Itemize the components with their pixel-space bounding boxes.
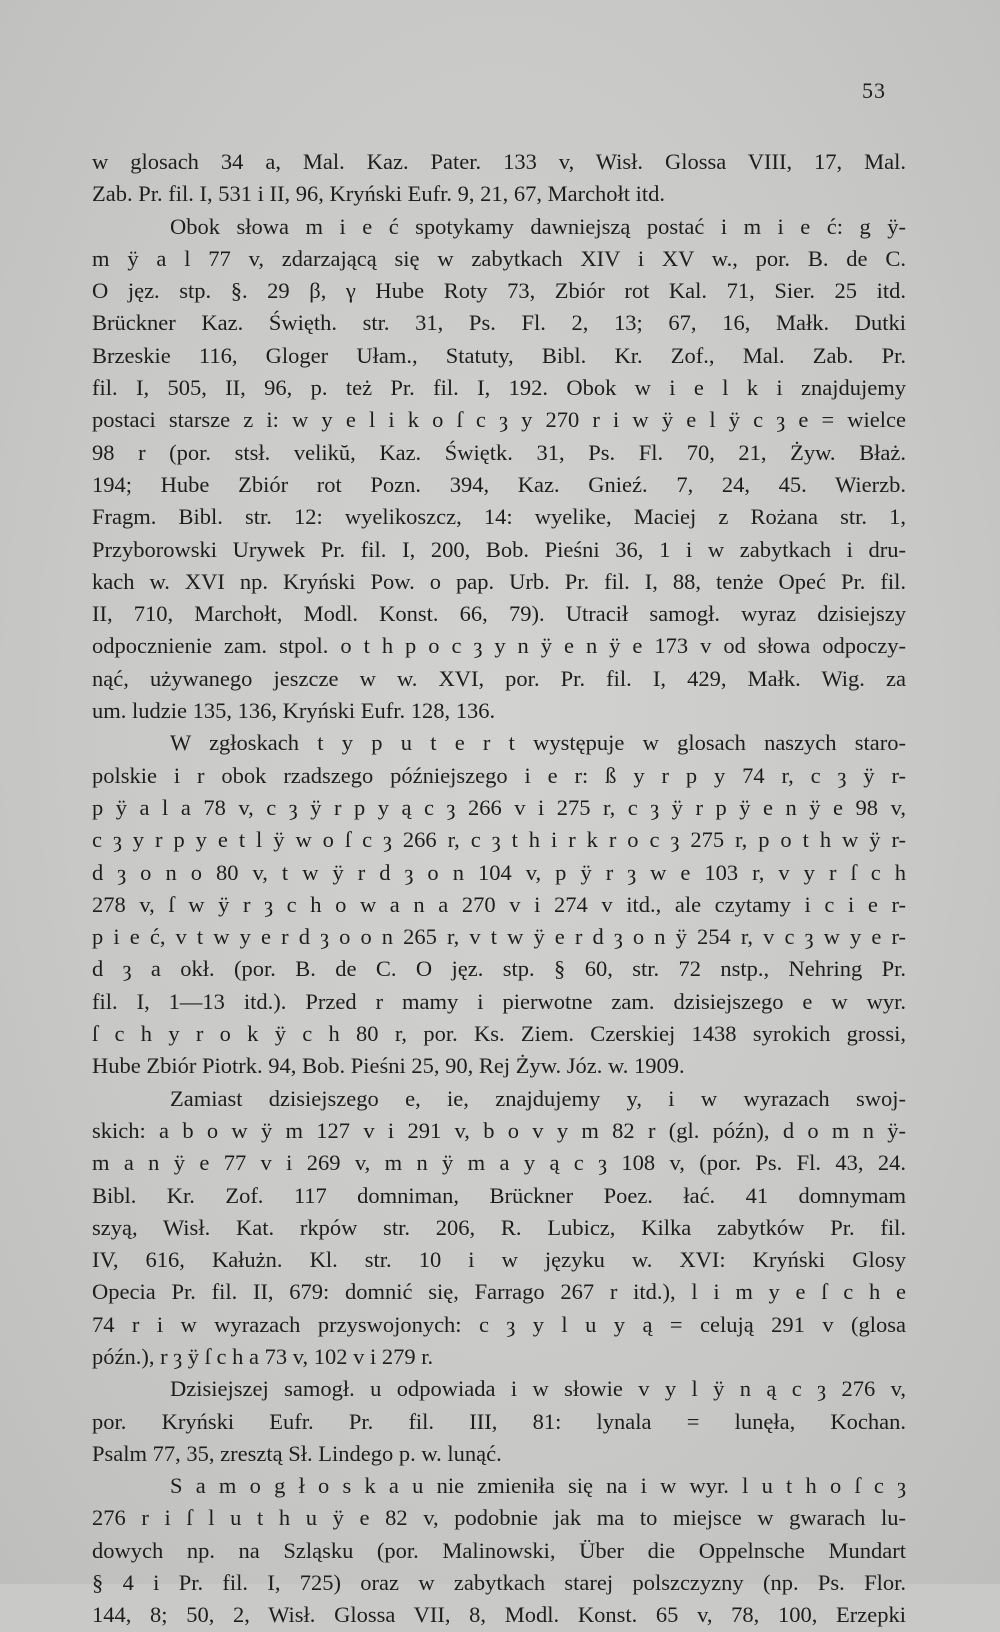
text-line: por. Kryński Eufr. Pr. fil. III, 81: lynala = lunęła, Kochan.: [92, 1408, 906, 1434]
text-line: S a m o g ł o s k a u nie zmieniła się na i w wyr. l u t h o ſ c ȝ: [170, 1473, 906, 1499]
text-line: § 4 i Pr. fil. I, 725) oraz w zabytkach starej polszczyzny (np. Ps. Flor.: [92, 1570, 906, 1596]
text-line: 144, 8; 50, 2, Wisł. Glossa VII, 8, Modl. Konst. 65 v, 78, 100, Erzepki: [92, 1602, 906, 1628]
text-line: Brückner Kaz. Święth. str. 31, Ps. Fl. 2, 13; 67, 16, Małk. Dutki: [92, 310, 906, 336]
text-line: w glosach 34 a, Mal. Kaz. Pater. 133 v, Wisł. Glossa VIII, 17, Mal.: [92, 149, 906, 174]
text-line: O jęz. stp. §. 29 β, γ Hube Roty 73, Zbiór rot Kal. 71, Sier. 25 itd.: [92, 278, 906, 304]
text-line: Brzeskie 116, Gloger Ułam., Statuty, Bibl. Kr. Zof., Mal. Zab. Pr.: [92, 342, 906, 368]
text-line: Opecia Pr. fil. II, 679: domnić się, Farrago 267 r itd.), l i m y e ſ c h e: [92, 1279, 906, 1305]
body-text: [92, 146, 906, 1632]
text-line: postaci starsze z i: w y e l i k o ſ c ȝ y 270 r i w ÿ e l ÿ c ȝ e = wielce: [92, 407, 906, 433]
text-line: ſ c h y r o k ÿ c h 80 r, por. Ks. Ziem. Czerskiej 1438 syrokich grossi,: [92, 1021, 906, 1047]
text-line: IV, 616, Kałużn. Kl. str. 10 i w języku w. XVI: Kryński Glosy: [92, 1247, 906, 1273]
text-line: 278 v, ſ w ÿ r ȝ c h o w a n a 270 v i 274 v itd., ale czytamy i c i e r-: [92, 891, 906, 917]
text-line: 194; Hube Zbiór rot Pozn. 394, Kaz. Gnieź. 7, 24, 45. Wierzb.: [92, 471, 906, 497]
text-line: fil. I, 505, II, 96, p. też Pr. fil. I, 192. Obok w i e l k i znajdujemy: [92, 375, 906, 401]
text-line: fil. I, 1—13 itd.). Przed r mamy i pierwotne zam. dzisiejszego e w wyr.: [92, 988, 906, 1014]
text-line: skich: a b o w ÿ m 127 v i 291 v, b o v y m 82 r (gl. późn), d o m n ÿ-: [92, 1117, 906, 1143]
text-line: odpocznienie zam. stpol. o t h p o c ȝ y n ÿ e n ÿ e 173 v od słowa odpoczy-: [92, 633, 906, 659]
text-line: nąć, używanego jeszcze w w. XVI, por. Pr. fil. I, 429, Małk. Wig. za: [92, 665, 906, 691]
text-line: Bibl. Kr. Zof. 117 domniman, Brückner Poez. łać. 41 domnymam: [92, 1182, 906, 1208]
text-line: m ÿ a l 77 v, zdarzającą się w zabytkach XIV i XV w., por. B. de C.: [92, 245, 906, 271]
text-line: polskie i r obok rzadszego późniejszego i e r: ß y r p y 74 r, c ȝ ÿ r-: [92, 762, 906, 788]
text-line: m a n ÿ e 77 v i 269 v, m n ÿ m a y ą c ȝ 108 v, (por. Ps. Fl. 43, 24.: [92, 1150, 906, 1176]
text-line: Psalm 77, 35, zresztą Sł. Lindego p. w. lunąć.: [92, 1440, 502, 1466]
text-line: 98 r (por. stsł. velikŭ, Kaz. Świętk. 31, Ps. Fl. 70, 21, Żyw. Błaż.: [92, 439, 906, 465]
text-line: dowych np. na Szląsku (por. Malinowski, Über die Oppelnsche Mundart: [92, 1537, 906, 1563]
text-line: d ȝ a okł. (por. B. de C. O jęz. stp. § 60, str. 72 nstp., Nehring Pr.: [92, 956, 906, 982]
text-line: Fragm. Bibl. str. 12: wyelikoszcz, 14: wyelike, Maciej z Rożana str. 1,: [92, 504, 906, 530]
text-line: Przyborowski Urywek Pr. fil. I, 200, Bob. Pieśni 36, 1 i w zabytkach i dru-: [92, 536, 906, 562]
page-number: 53: [862, 78, 886, 103]
text-line: p ÿ a l a 78 v, c ȝ ÿ r p y ą c ȝ 266 v i 275 r, c ȝ ÿ r p ÿ e n ÿ e 98 v,: [92, 794, 906, 820]
text-line: Zab. Pr. fil. I, 531 i II, 96, Kryński Eufr. 9, 21, 67, Marchołt itd.: [92, 181, 666, 207]
text-line: 74 r i w wyrazach przyswojonych: c ȝ y l u y ą = celują 291 v (glosa: [92, 1311, 906, 1337]
text-line: d ȝ o n o 80 v, t w ÿ r d ȝ o n 104 v, p ÿ r ȝ w e 103 r, v y r ſ c h: [92, 859, 906, 885]
text-line: p i e ć, v t w y e r d ȝ o o n 265 r, v t w ÿ e r d ȝ o n ÿ 254 r, v c ȝ w y e r-: [92, 924, 906, 950]
text-line: W zgłoskach t y p u t e r t występuje w glosach naszych staro-: [170, 730, 906, 756]
text-line: c ȝ y r p y e t l ÿ w o ſ c ȝ 266 r, c ȝ t h i r k r o c ȝ 275 r, p o t h w ÿ r-: [92, 827, 906, 853]
text-line: Hube Zbiór Piotrk. 94, Bob. Pieśni 25, 90, Rej Żyw. Józ. w. 1909.: [92, 1053, 685, 1079]
text-line: Obok słowa m i e ć spotykamy dawniejszą postać i m i e ć: g ÿ-: [170, 213, 906, 239]
text-line: um. ludzie 135, 136, Kryński Eufr. 128, 136.: [92, 698, 496, 724]
text-line: Dzisiejszej samogł. u odpowiada i w słowie v y l ÿ n ą c ȝ 276 v,: [170, 1376, 906, 1402]
text-line: 276 r i ſ l u t h u ÿ e 82 v, podobnie jak ma to miejsce w gwarach lu-: [92, 1505, 906, 1531]
text-line: szyą, Wisł. Kat. rkpów str. 206, R. Lubicz, Kilka zabytków Pr. fil.: [92, 1214, 906, 1240]
text-line: późn.), r ȝ ÿ ſ c h a 73 v, 102 v i 279 r.: [92, 1343, 434, 1369]
text-line: Zamiast dzisiejszego e, ie, znajdujemy y, i w wyrazach swoj-: [170, 1085, 906, 1111]
text-line: kach w. XVI np. Kryński Pow. o pap. Urb. Pr. fil. I, 88, tenże Opeć Pr. fil.: [92, 568, 906, 594]
text-line: II, 710, Marchołt, Modl. Konst. 66, 79). Utracił samogł. wyraz dzisiejszy: [92, 601, 906, 627]
